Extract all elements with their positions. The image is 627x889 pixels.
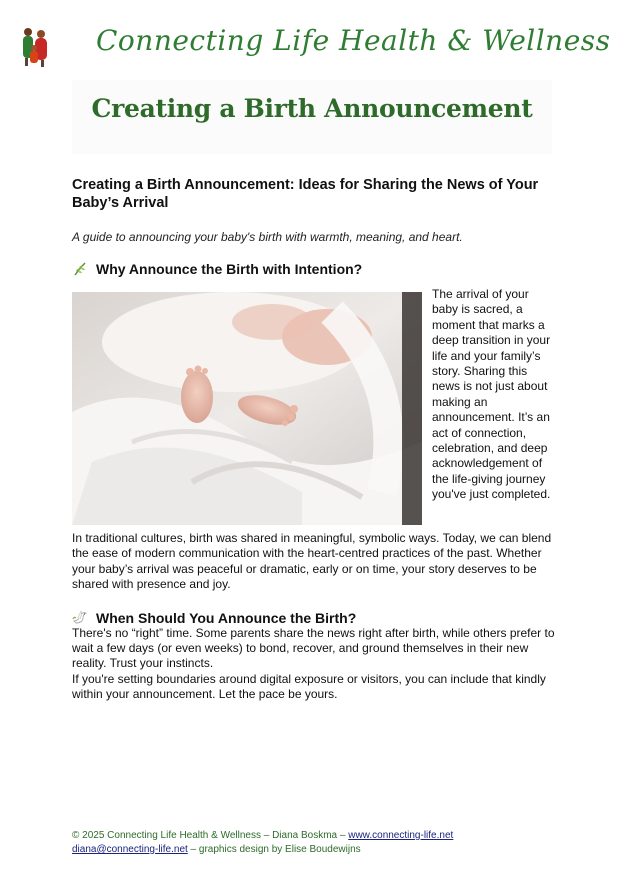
dove-icon	[72, 610, 88, 626]
site-title: Connecting Life Health & Wellness	[96, 24, 611, 57]
section-heading-when	[72, 610, 556, 626]
section-heading-why	[72, 261, 556, 277]
footer	[72, 829, 572, 857]
footer-email-link[interactable]: diana@connecting-life.net	[72, 844, 188, 855]
footer-line-1	[72, 829, 572, 843]
paragraph-traditional: In traditional cultures, birth was shared in meaningful, symbolic ways. Today, we can blend the ease of modern communication with the heart-centred practices of the past. Whether your baby’s arrival was peaceful or dramatic, early or on time, your story deserves to be shared with presence and joy.	[72, 531, 552, 592]
footer-website-link[interactable]: www.connecting-life.net	[348, 830, 454, 841]
intro-block	[72, 287, 556, 531]
family-figures-logo	[18, 26, 52, 68]
newborn-feet-photo	[72, 292, 422, 525]
banner-title: Creating a Birth Announcement	[91, 94, 533, 123]
footer-line-2	[72, 843, 572, 857]
leaf-sprig-icon	[72, 261, 88, 277]
paragraph-boundaries: If you're setting boundaries around digital exposure or visitors, you can include that kindly within your announcement. Let the pace be yours.	[72, 671, 546, 702]
footer-copyright: © 2025 Connecting Life Health & Wellness – Diana Boskma –	[72, 830, 349, 841]
intro-float-text: The arrival of your baby is sacred, a moment that marks a deep transition in your life and your family’s story. Sharing this news is not just about making an announcement. It’s an act of connection, celebration, and deep acknowledgement of the life-giving journey you've just completed.	[432, 287, 551, 502]
article	[72, 176, 556, 703]
section-heading-label: Why Announce the Birth with Intention?	[96, 261, 363, 277]
article-title: Creating a Birth Announcement: Ideas for Sharing the News of Your Baby’s Arrival	[72, 177, 539, 211]
banner	[72, 80, 552, 154]
footer-credit: – graphics design by Elise Boudewijns	[187, 844, 361, 855]
section-heading-label: When Should You Announce the Birth?	[96, 609, 357, 626]
paragraph-timing: There's no “right” time. Some parents share the news right after birth, while others prefer to wait a few days (or even weeks) to bond, recover, and ground themselves in their new reality. Trust your instincts.	[72, 625, 555, 671]
article-subtitle: A guide to announcing your baby's birth with warmth, meaning, and heart.	[72, 230, 463, 244]
